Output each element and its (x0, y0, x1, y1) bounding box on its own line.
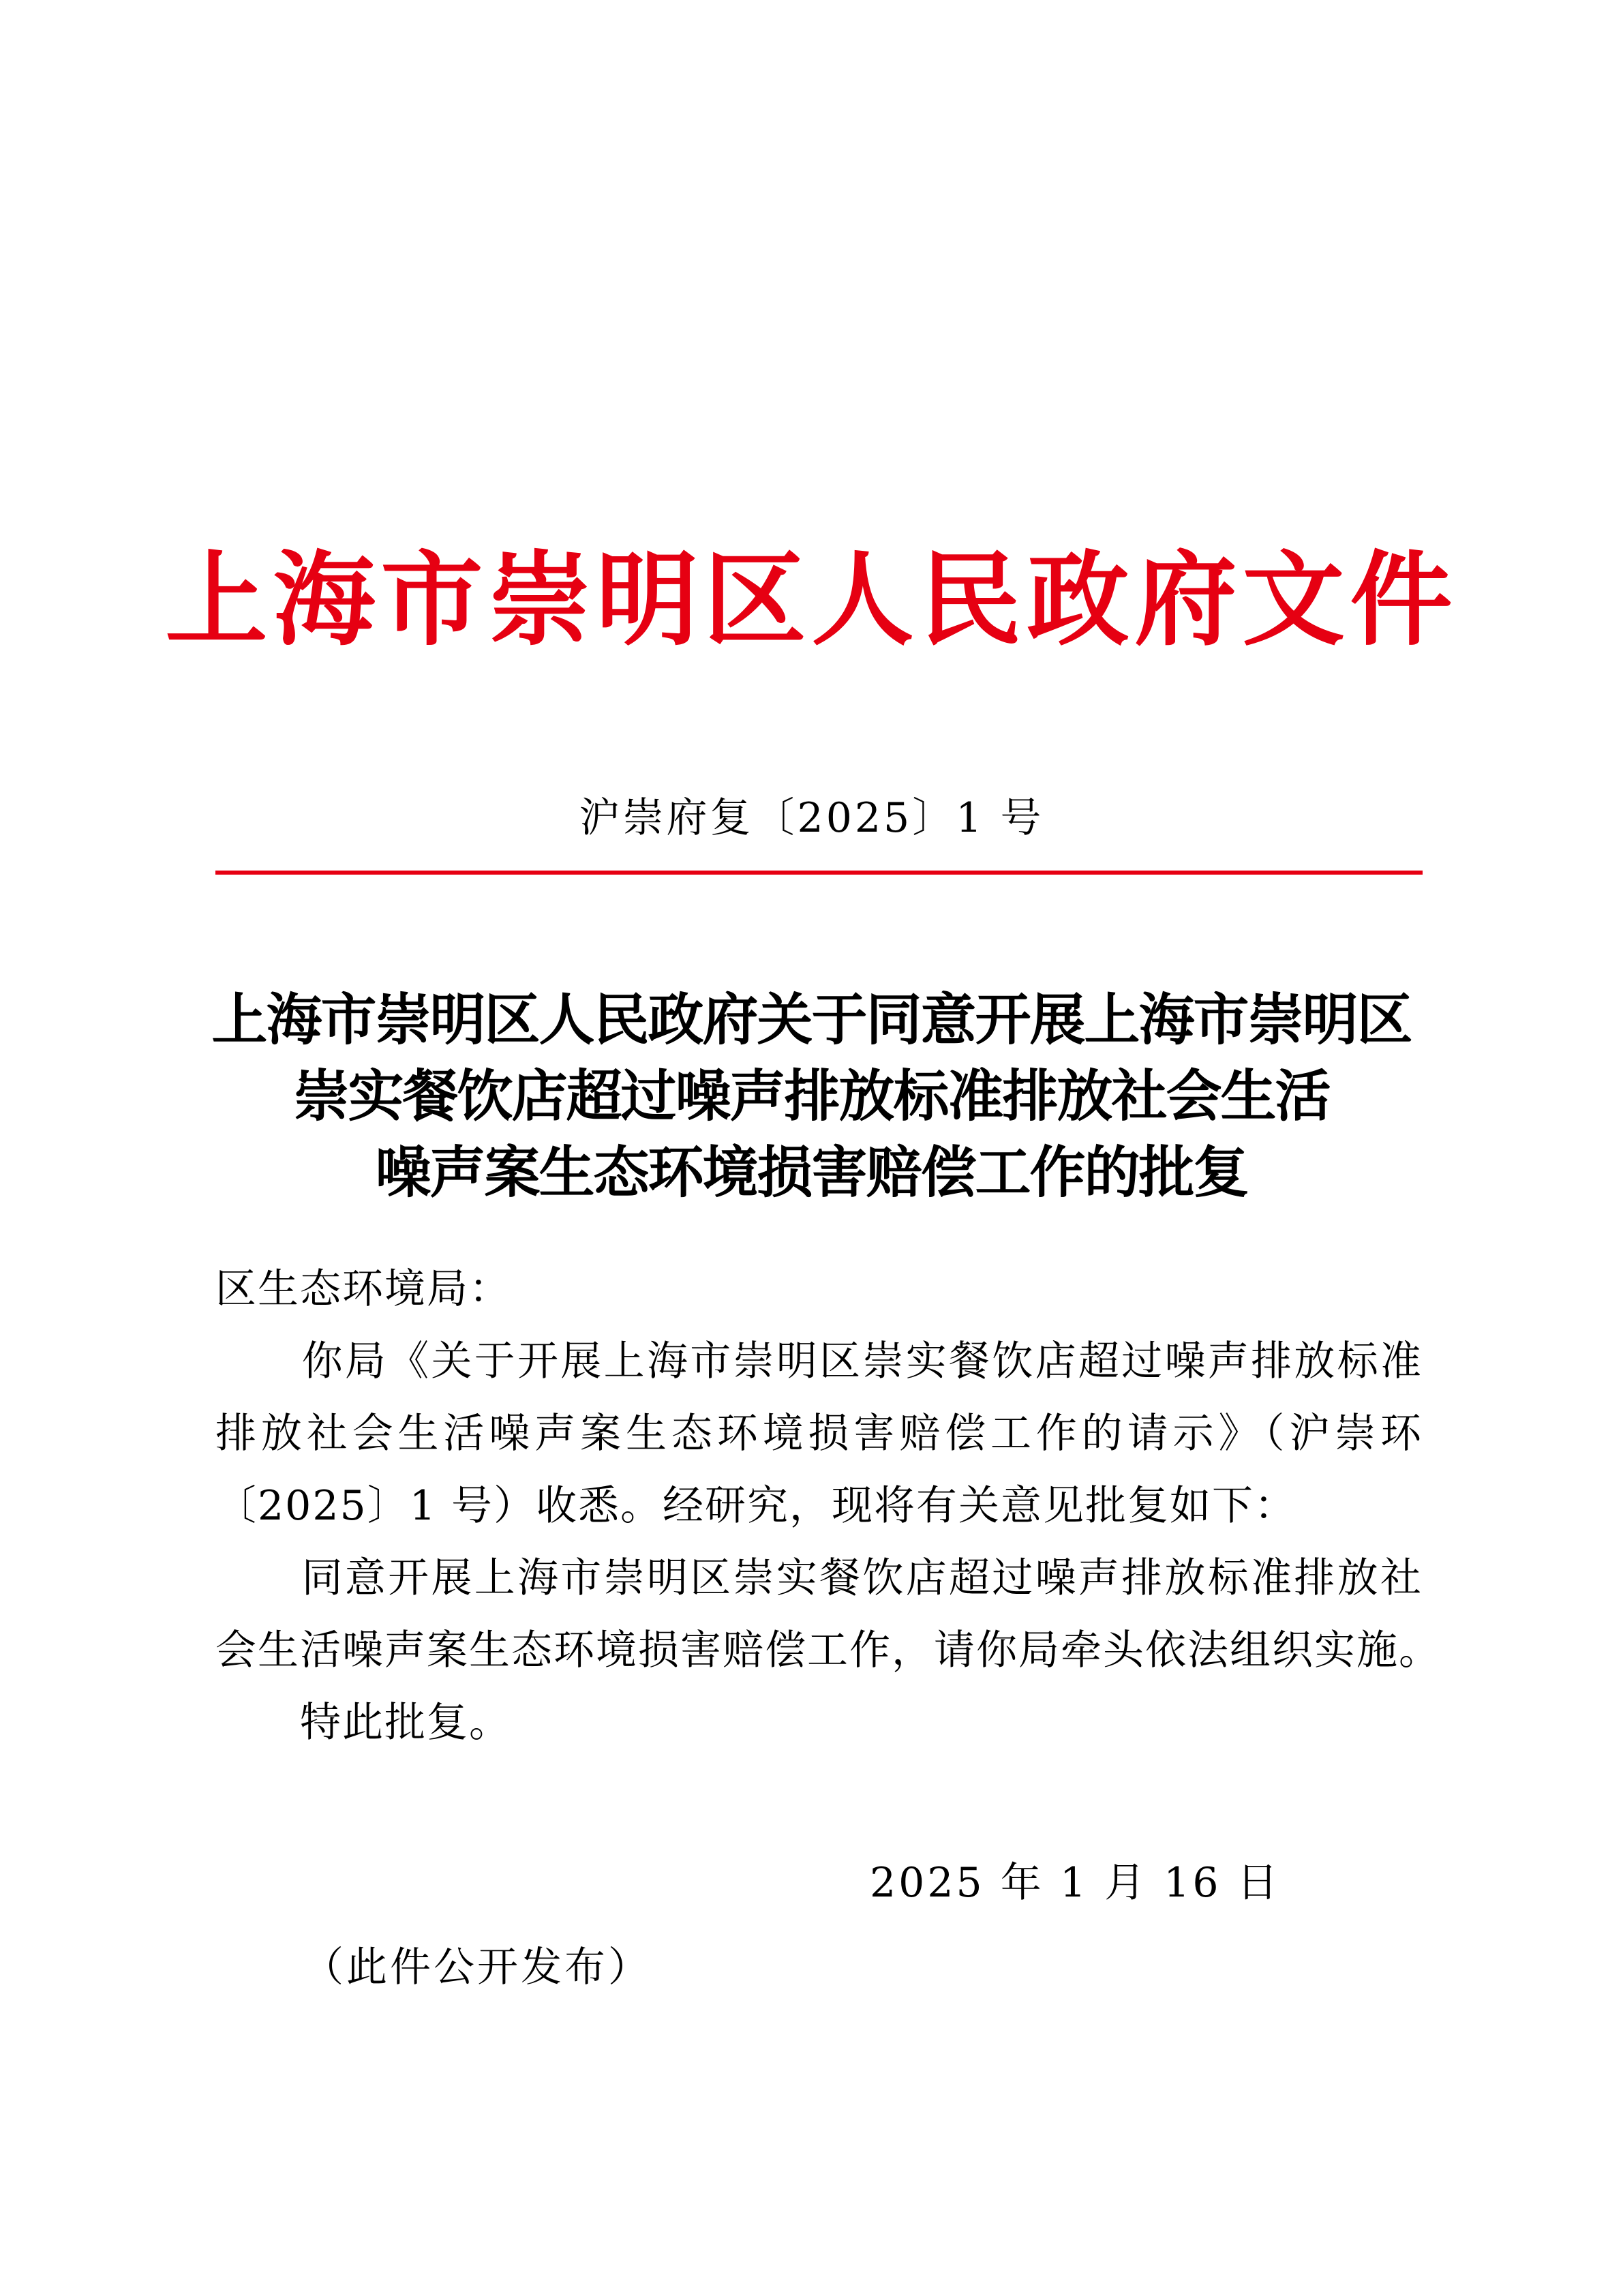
paragraph-2 (215, 1542, 1441, 1687)
title-line-3: 噪声案生态环境损害赔偿工作的批复 (375, 1140, 1248, 1205)
title-line-1: 上海市崇明区人民政府关于同意开展上海市崇明区 (211, 987, 1412, 1053)
document-number: 沪崇府复〔2025〕1 号 (579, 794, 1044, 842)
paragraph-3: 特此批复。 (215, 1699, 511, 1747)
document-title (0, 982, 1623, 1211)
paragraph-2-line-1: 同意开展上海市崇明区崇实餐饮店超过噪声排放标准排放社 (215, 1554, 1423, 1602)
paragraph-1 (215, 1325, 1423, 1542)
paragraph-2-line-2: 会生活噪声案生态环境损害赔偿工作，请你局牵头依法组织实施。 (215, 1627, 1441, 1674)
disclosure-note: （此件公开发布） (303, 1944, 652, 1991)
salutation: 区生态环境局： (215, 1265, 511, 1313)
document-masthead: 上海市崇明区人民政府文件 (165, 540, 1458, 660)
red-divider-line (215, 871, 1423, 875)
title-line-2: 崇实餐饮店超过噪声排放标准排放社会生活 (293, 1063, 1330, 1129)
paragraph-1-line-3: 〔2025〕1 号）收悉。经研究，现将有关意见批复如下： (215, 1482, 1296, 1530)
issue-date: 2025 年 1 月 16 日 (870, 1859, 1281, 1907)
paragraph-1-line-2: 排放社会生活噪声案生态环境损害赔偿工作的请示》（沪崇环 (215, 1410, 1423, 1457)
paragraph-1-line-1: 你局《关于开展上海市崇明区崇实餐饮店超过噪声排放标准 (215, 1338, 1423, 1385)
